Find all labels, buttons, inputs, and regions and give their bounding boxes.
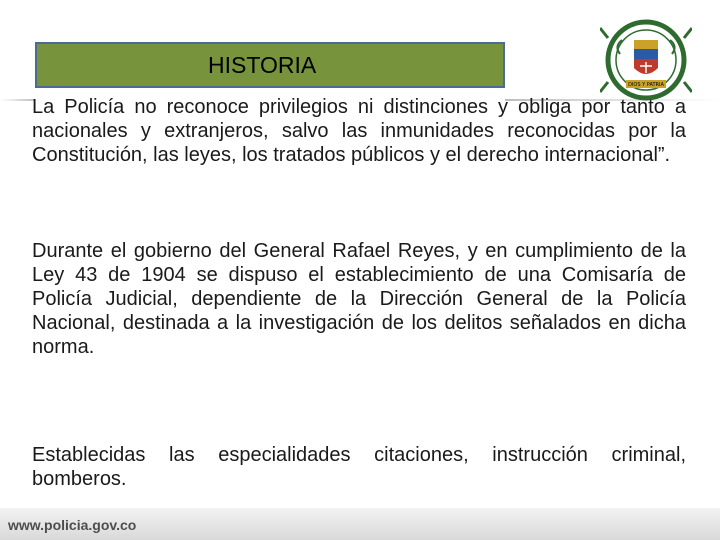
paragraph-privileges: La Policía no reconoce privilegios ni distinciones y obliga por tanto a nacionales y extranjeros, salvo las inmunidades reconocidas por la Constitución, las leyes, los tratados públicos y el derecho internacional”. [32,96,686,166]
paragraph-specialties: Establecidas las especialidades citaciones, instrucción criminal, bomberos. [32,444,686,490]
divider-left [0,99,35,101]
page-title: HISTORIA [208,51,317,78]
emblem-motto: DIOS Y PATRIA [628,82,664,88]
police-emblem-icon [600,18,692,102]
paragraph-reyes-government: Durante el gobierno del General Rafael Reyes, y en cumplimiento de la Ley 43 de 1904 se dispuso el establecimiento de una Comisaría de Policía Judicial, dependiente de la Dirección General de la Policía Nacional, destinada a la investigación de los delitos señalados en dicha norma. [32,240,686,358]
title-banner [35,42,505,88]
footer-url-link[interactable]: www.policia.gov.co [8,517,137,533]
